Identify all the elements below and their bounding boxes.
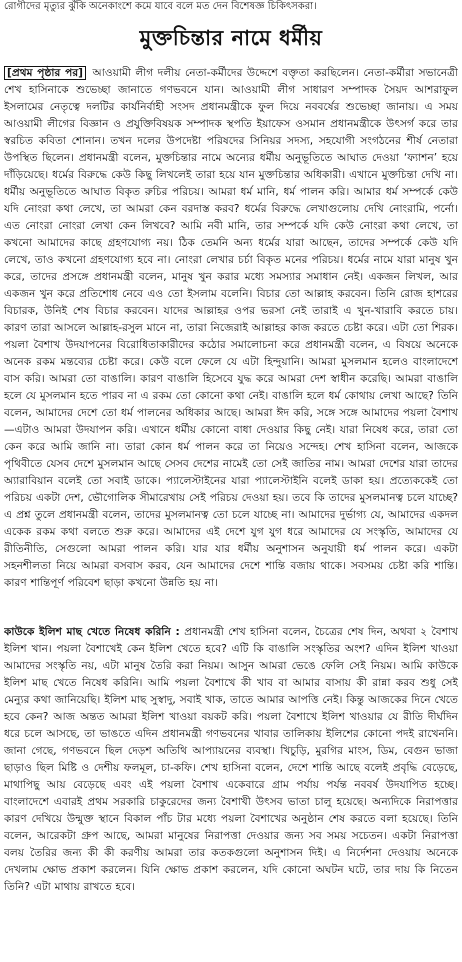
paragraph-2-text: প্রধানমন্ত্রী শেখ হাসিনা বলেন, চৈত্রের শেষ দিন, অথবা ২ বৈশাখ ইলিশ খান। পয়লা বৈশাখেই কেন ইলিশ খেতে হবে? এটি কি বাঙালি সংস্কৃতির অংশ? এদিন ইলিশ খাওয়া আমাদের সংস্কৃতি নয়, এটা মানুষ তৈরি করা নিয়ম। আসুন আমরা ভেঙে ফেলি সেই নিয়ম। আমি কাউকে ইলিশ মাছ খেতে নিষেধ করিনি। আমি পয়লা বৈশাখে কী খাব বা আমার বাসায় কী রান্না করব শুধু সেই মেন্যুর কথা জানিয়েছি। ইলিশ মাছ সুস্বাদু, সবাই খাক, তাতে আমার আপত্তি নেই। কিন্তু আজকের দিনে খেতে হবে কেন? আজ অন্তত আমরা ইলিশ খাওয়া বয়কট করি। পয়লা বৈশাখে ইলিশ খাওয়ার যে রীতি দীর্ঘদিন ধরে চলে আসছে, তা ভাঙতে এদিন প্রধানমন্ত্রী গণভবনের খাবার তালিকায় ইলিশের কোনো পদই রাখেননি। জানা গেছে, গণভবনে ছিল দেড়শ অতিথি আপ্যায়নের ব্যবস্থা। খিচুড়ি, মুরগির মাংস, ডিম, বেগুন ভাজা ছাড়াও ছিল মিষ্টি ও দেশীয় ফলমূল, চা-কফি। শেখ হাসিনা বলেন, দেশে শান্তি আছে বলেই প্রবৃদ্ধি বেড়েছে, মাথাপিছু আয় বেড়েছে এবং এই পয়লা বৈশাখ একেবারে গ্রাম পর্যায় পর্যন্ত নববর্ষ উদযাপিত হচ্ছে। বাংলাদেশে এবারই প্রথম সরকারি চাকুরেদের জন্য বৈশাখী উৎসব ভাতা চালু হয়েছে। অন্যদিকে নিরাপত্তার কারণ দেখিয়ে উন্মুক্ত স্থানে বিকাল পাঁচ টার মধ্যে পয়লা বৈশাখের অনুষ্ঠান শেষ করতে বলা হয়েছে। তিনি বলেন, আরেকটা গ্রুপ আছে, আমরা মানুষের নিরাপত্তা দেওয়ার জন্য সব সময় সচেতন। একটা নিরাপত্তা বলয় তৈরির জন্য কী কী করণীয় আমরা তার কতকগুলো অনুশাসন দিই। এ নির্দেশনা দেওয়ায় অনেকে দেখলাম ক্ষোভ প্রকাশ করলেন। যিনি ক্ষোভ প্রকাশ করলেন, যদি কোনো অঘটন ঘটে, তার দায় কি নিতেন তিনি? এটা মাথায় রাখতে হবে। xyxy=(4,626,458,893)
continuation-tag: [প্রথম পৃষ্ঠার পর] xyxy=(4,66,86,80)
headline: মুক্তচিন্তার নামে ধর্মীয় xyxy=(139,26,323,50)
subheading: কাউকে ইলিশ মাছ খেতে নিষেধ করিনি : xyxy=(4,626,180,638)
article-paragraph-2 xyxy=(4,624,458,962)
previous-article-tail: রোগীদের মৃত্যুর ঝুঁকি অনেকাংশে কমে যাবে বলে মত দেন বিশেষজ্ঞ চিকিৎসকরা। xyxy=(4,1,317,12)
paragraph-1-text: আওয়ামী লীগ দলীয় নেতা-কর্মীদের উদ্দেশে বক্তৃতা করছিলেন। নেতা-কর্মীরা সভানেত্রী শেখ হাসিনাকে শুভেচ্ছা জানাতে গণভবনে যান। আওয়ামী লীগ সাধারণ সম্পাদক সৈয়দ আশরাফুল ইসলামের নেতৃত্বে দলটির কার্যনির্বাহী সংসদ প্রধানমন্ত্রীকে ফুল দিয়ে নববর্ষের শুভেচ্ছা জানায়। এ সময় আওয়ামী লীগের বিজ্ঞান ও প্রযুক্তিবিষয়ক সম্পাদক স্থপতি ইয়াফেস ওসমান প্রধানমন্ত্রীকে উৎসর্গ করে তার স্বরচিত কবিতা শোনান। তখন দলের উপদেষ্টা পরিষদের সিনিয়র সদস্য, সহযোগী সংগঠনের শীর্ষ নেতারা উপস্থিত ছিলেন। প্রধানমন্ত্রী বলেন, মুক্তচিন্তার নামে অন্যের ধর্মীয় অনুভূতিতে আঘাত দেওয়া ‘ফ্যাশন’ হয়ে দাঁড়িয়েছে। ধর্মের বিরুদ্ধে কেউ কিছু লিখলেই তারা হয়ে যান মুক্তচিন্তার অধিকারী। এখানে মুক্তচিন্তা দেখি না। ধর্মীয় অনুভূতিতে আঘাত বিকৃত রুচির পরিচয়। আমরা ধর্ম মানি, ধর্ম পালন করি। আমার ধর্ম সম্পর্কে কেউ যদি নোংরা কথা লেখে, তা আমরা কেন বরদাস্ত করব? ধর্মের বিরুদ্ধে লেখাগুলোয় দেখি নোংরামি, পর্নো। এত নোংরা নোংরা লেখা কেন লিখবে? আমি নবী মানি, তার সম্পর্কে যদি কেউ নোংরা কথা লেখে, তা কখনো আমাদের কাছে গ্রহণযোগ্য নয়। ঠিক তেমনি অন্য ধর্মের যারা আছেন, তাদের সম্পর্কে কেউ যদি লেখে, তাও কখনো গ্রহণযোগ্য হবে না। নোংরা লেখার চর্চা বিকৃত মনের পরিচয়। ধর্মের নামে যারা মানুষ খুন করে, তাদের প্রসঙ্গে প্রধানমন্ত্রী বলেন, মানুষ খুন করার মধ্যে সমস্যার সমাধান নেই। একজন লিখল, আর একজন খুন করে প্রতিশোধ নেবে এও তো ইসলাম বলেনি। বিচার তো আল্লাহ করবেন। তিনি রোজ হাশরের বিচারক, উনিই শেষ বিচার করবেন। যাদের আল্লাহর ওপর ভরসা নেই তারাই এ খুন-খারাবি করতে চায়। কারণ তারা আসলে আল্লাহ-রসুল মানে না, তারা নিজেরাই আল্লাহর কাজ করতে চেষ্টা করে। এটা তো শিরক। পয়লা বৈশাখ উদযাপনের বিরোধিতাকারীদের কঠোর সমালোচনা করে প্রধানমন্ত্রী বলেন, এ বিষয়ে অনেকে অনেক রকম মন্তব্যের চেষ্টা করে। কেউ বলে ফেলে যে এটা হিন্দুয়ানি। আমরা মুসলমান হলেও বাংলাদেশে বাস করি। আমরা তো বাঙালি। কারণ বাঙালি হিসেবে যুদ্ধ করে আমরা দেশ স্বাধীন করেছি। আমরা বাঙালি হলে যে মুসলমান হতে পারব না এ রকম তো কোনো কথা নেই। বাঙালি হলে ধর্ম কোথায় লেখা আছে? তিনি বলেন, আমাদের দেশে তো ধর্ম পালনের অধিকার আছে। আমরা ঈদ করি, সঙ্গে সঙ্গে আমাদের পয়লা বৈশাখ—এটাও আমরা উদযাপন করি। এখানে ধর্মীয় কোনো বাধা দেওয়ার কিছু নেই। যারা নিষেধ করে, তারা তো কেন করে আমি জানি না। তারা কোন ধর্ম পালন করে তা নিয়েও সন্দেহ। শেখ হাসিনা বলেন, আজকে পৃথিবীতে যেসব দেশে মুসলমান আছে সেসব দেশের নামেই তো সেই জাতির নাম। আমরা দেশের যারা তাদের অ্যারাবিয়ান বলেই তো সবাই ডাকে। প্যালেস্টাইনের যারা প্যালেস্টাইনি বলেই ডাকা হয়। প্রত্যেককেই তো পরিচয় একটা দেশ, ভৌগোলিক সীমারেখায় সেই পরিচয় দেওয়া হয়। তবে কি তাদের মুসলমানত্ব চলে যাচ্ছে? এ প্রশ্ন তুলে প্রধানমন্ত্রী বলেন, তাদের মুসলমানত্ব তো চলে যাচ্ছে না। আমাদের দুর্ভাগ্য যে, আমাদের একদল একেক রকম কথা বলতে শুরু করে। আমাদের এই দেশে যুগ যুগ ধরে আমাদের যে সংস্কৃতি, আমাদের যে রীতিনীতি, সেগুলো আমরা পালন করি। যার যার ধর্মীয় অনুশাসন অনুযায়ী ধর্ম পালন করে। একটা সহনশীলতা নিয়ে আমরা বসবাস করব, যেন আমাদের দেশে শান্তি বজায় থাকে। সবসময় চেষ্টা করি শান্তি। কারণ শান্তিপূর্ণ পরিবেশ ছাড়া কখনো উন্নতি হয় না। xyxy=(4,67,458,589)
article-paragraph-1 xyxy=(4,65,458,622)
headline-container xyxy=(4,20,458,59)
